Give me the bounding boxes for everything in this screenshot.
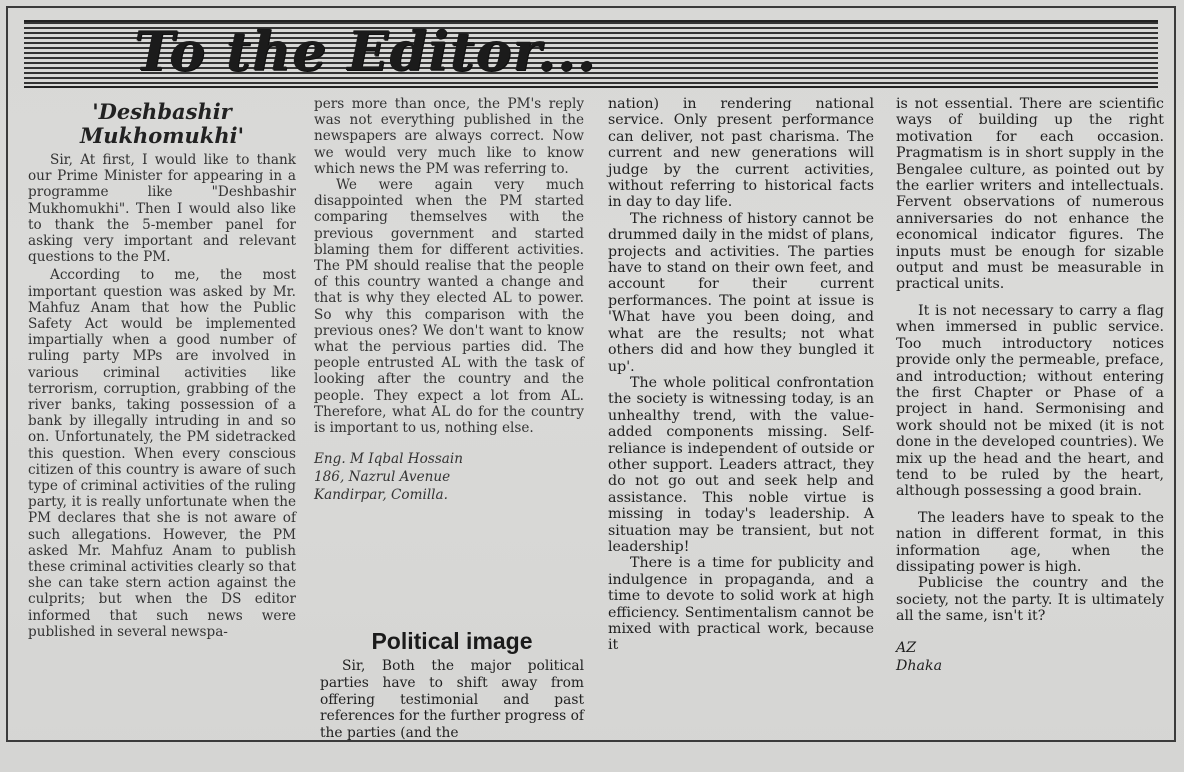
letter2-signature — [896, 639, 1164, 675]
letter1-headline: 'Deshbashir Mukhomukhi' — [79, 99, 245, 148]
letter1-paragraph-2b: pers more than once, the PM's reply was not everything published in the newspapers are always correct. Now we would very much like to know which news the PM was referring to. — [314, 96, 584, 177]
letter1-paragraph-1: Sir, At first, I would like to thank our Prime Minister for appearing in a programme like "Deshbashir Mukhomukhi". Then I would also like to thank the 5-member panel for asking very important and relevant questions to the PM. — [28, 152, 296, 266]
letter2-paragraph-1a: Sir, Both the major political parties have to shift away from offering testimonial and past references for the further progress of the parties (and the — [320, 658, 584, 742]
letter2-paragraph-4a: There is a time for publicity and indulgence in propaganda, and a time to devote to solid work at high efficiency. Sentimentalism cannot be mixed with practical work, because it — [608, 555, 874, 654]
letter1-signature-address: 186, Nazrul Avenue — [314, 469, 451, 486]
letter2-paragraph-4b: is not essential. There are scientific ways of building up the right motivation for each occasion. Pragmatism is in short supply in the Bengalee culture, as pointed out by the earlier writers and intellectuals. Fervent observations of numerous anniversaries do not enhance the economical indicator figures. The inputs must be enough for sizable output and must be measurable in practical units. — [896, 96, 1164, 293]
letter1-signature-name: Eng. M Iqbal Hossain — [314, 451, 464, 468]
letter2-paragraph-6: The leaders have to speak to the nation in different format, in this information age, when the dissipating power is high. — [896, 509, 1164, 575]
letter2-paragraph-3: The whole political confrontation the society is witnessing today, is an unhealthy trend, with the value-added components missing. Self-reliance is independent of outside or other support. Leaders attract, they do not go out and seek help and assistance. This noble virtue is missing in today's leadership. A situation may be transient, but not leadership! — [608, 374, 874, 555]
letter2-headline: Political image — [371, 628, 533, 654]
letter2-paragraph-5: It is not necessary to carry a flag when immersed in public service. Too much introductory notices provide only the permeable, preface, and introduction; without entering the first Chapter or Phase of a project in hand. Sermonising and work should not be mixed (it is not done in the developed countries). We mix up the head and the heart, and tend to be ruled by the heart, although possessing a good brain. — [896, 302, 1164, 500]
letter1-paragraph-3: We were again very much disappointed when the PM started comparing themselves with the previous government and started blaming them for different activities. The PM should realise that the people of this country wanted a change and that is why they elected AL to power. So why this comparison with the previous ones? We don't want to know what the pervious parties did. The people entrusted AL with the task of looking after the country and the people. They expect a lot from AL. Therefore, what AL do for the country is important to us, nothing else. — [314, 177, 584, 437]
letter1-signature — [314, 450, 584, 504]
letter2-paragraph-7: Publicise the country and the society, not the party. It is ultimately all the same, isn't it? — [896, 575, 1164, 625]
letter2-start — [320, 658, 584, 742]
letter2-signature-city: Dhaka — [896, 657, 943, 674]
section-banner — [24, 20, 1158, 88]
letter1-paragraph-2a: According to me, the most important question was asked by Mr. Mahfuz Anam that how the Public Safety Act would be implemented impartially when a good number of ruling party MPs are involved in various criminal activities like terrorism, corruption, grabbing of the river banks, taking possession of a bank by illegally intruding in and so on. Unfortunately, the PM sidetracked this question. When every conscious citizen of this country is aware of such type of criminal activities of the ruling party, it is really unfortunate when the PM declares that she is not aware of such allegations. However, the PM asked Mr. Mahfuz Anam to publish these criminal activities clearly so that she can take stern action against the culprits; but when the DS editor informed that such news were published in several newspa- — [28, 267, 296, 640]
letter2-paragraph-2: The richness of history cannot be drummed daily in the midst of plans, projects and activities. The parties have to stand on their own feet, and account for their current performances. The point at issue is 'What have you been doing, and what are the results; not what others did and how they bungled it up'. — [608, 210, 874, 375]
letter2-signature-name: AZ — [896, 639, 917, 656]
column-3 — [608, 96, 874, 654]
column-1 — [28, 96, 296, 640]
letter2-paragraph-1b: nation) in rendering national service. Only present performance can deliver, not past charisma. The current and new generations will judge by the current activities, without referring to historical facts in day to day life. — [608, 96, 874, 211]
column-2 — [314, 96, 584, 504]
section-title: To the Editor... — [134, 19, 597, 83]
column-4 — [896, 96, 1164, 675]
letter1-signature-city: Kandirpar, Comilla. — [314, 487, 448, 504]
